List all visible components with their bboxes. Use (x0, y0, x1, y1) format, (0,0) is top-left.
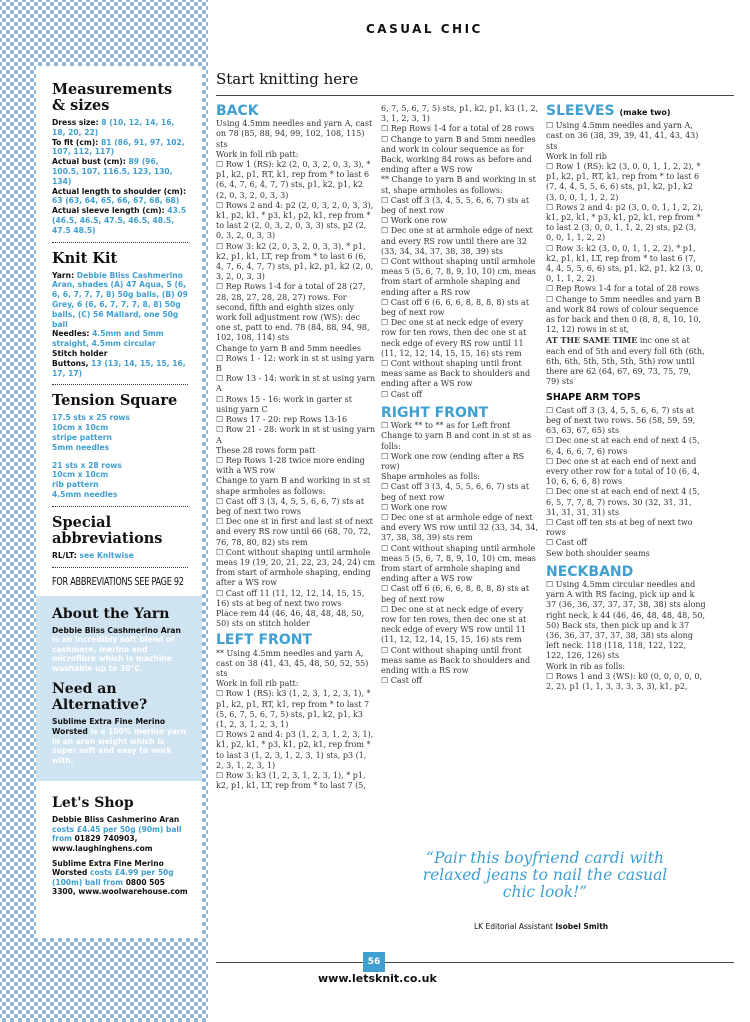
tension-line: stripe pattern (52, 432, 112, 442)
pattern-line: ☐ Rep Rows 1-4 for a total of 28 (27, 28, 28, 27, 28, 28, 27) rows. For second, fifth and eighth sizes only work foll adjustment row (WS): dec one st, patt to end. 78 (84, 88, 94, 98, 102, 108, 114) sts (216, 282, 370, 343)
tension-line: 4.5mm needles (52, 489, 118, 499)
pattern-line: ☐ Work one row (ending after a RS row) (381, 451, 525, 471)
pattern-line: ☐ Rows 2 and 4: p3 (1, 2, 3, 1, 2, 3, 1), k1, p2, k1, * p3, k1, p2, k1, rep from * to last 3 (1, 2, 3, 1, 2, 3, 1) sts, p3 (1, 2, 3, 1, 2, 3, 1) (216, 730, 374, 770)
pattern-line: ☐ Rows 1 and 3 (WS): k0 (0, 0, 0, 0, 0, 2, 2), p1 (1, 1, 3, 3, 3, 3, 3), k1, p2, (546, 671, 703, 691)
pattern-line: ☐ Dec one st at each end of next 4 (5, 6, 4, 6, 6, 7, 6) rows (546, 436, 700, 456)
tension-line: 21 sts x 28 rows (52, 460, 122, 470)
website-link[interactable]: www.letsknit.co.uk (318, 972, 437, 985)
yarn-info-box (36, 596, 202, 782)
pattern-line: ☐ Change to yarn B and 5mm needles and work in colour sequence as for Back, working 84 rows as before and ending after a WS row (381, 134, 536, 175)
buttons-info: Buttons, 13 (13, 14, 15, 15, 16, 17, 17) (52, 358, 186, 378)
tension-line: 10cm x 10cm (52, 470, 109, 480)
pattern-line: ☐ Cast off (546, 538, 587, 548)
tension-line: rib pattern (52, 480, 99, 490)
actual-bust: Actual bust (cm): 89 (96, 100.5, 107, 116.5, 123, 130, 134) (52, 157, 173, 186)
pattern-line: Sew both shoulder seams (546, 548, 650, 558)
pattern-line: ☐ Cont without shaping until front meas same as Back to shoulders and ending after a WS row (381, 359, 531, 389)
pattern-line: Place rem 44 (46, 46, 48, 48, 48, 50, 50) sts on stitch holder (216, 608, 365, 629)
pattern-line: Work in foll rib patt: (216, 149, 299, 159)
pattern-line: ☐ Row 1 (RS): k3 (1, 2, 3, 1, 2, 3, 1), * p1, k2, p1, RT, k1, rep from * to last 7 (5, 6, 7, 5, 6, 7, 5) sts, p1, k2, p1, k3 (1, 2, 3, 1, 2, 3, 1) (216, 689, 371, 729)
holder-info: Stitch holder (52, 348, 108, 358)
pattern-line: Work in rib as folls: (546, 661, 626, 671)
pattern-line: ☐ Dec one st in first and last st of next and every RS row until 66 (68, 70, 72, 76, 78, 80, 82) sts rem (216, 517, 373, 547)
pattern-line: ☐ Cast off ten sts at beg of next two rows (546, 517, 693, 538)
divider (52, 506, 188, 507)
pattern-line: Using 4.5mm needles and yarn A, cast on 78 (85, 88, 94, 99, 102, 108, 115) sts (216, 119, 373, 149)
abbreviations-title: Special abbreviations (52, 513, 163, 547)
tension-line: 5mm needles (52, 442, 110, 452)
pattern-line: ☐ Row 3: k3 (1, 2, 3, 1, 2, 3, 1), * p1, k2, p1, k1, LT, rep from * to last 7 (5, (216, 771, 366, 791)
pattern-line: ☐ Cont without shaping until armhole meas 5 (5, 6, 7, 8, 9, 10, 10) cm, meas from start of armhole shaping and ending after a WS row (381, 543, 536, 584)
neckband-title: NECKBAND (546, 563, 634, 580)
pattern-line: 6, 7, 5, 6, 7, 5) sts, p1, k2, p1, k3 (1, 2, 3, 1, 2, 3, 1) (381, 104, 539, 124)
pattern-line: ** Change to yarn B and working in st st, shape armholes as follows: (381, 175, 536, 195)
about-yarn-title: About the Yarn (52, 605, 170, 622)
right-front-title: RIGHT FRONT (381, 404, 489, 421)
pattern-line: ☐ Row 13 - 14: work in st st using yarn A (216, 374, 376, 394)
pattern-line: These 28 rows form patt (216, 445, 316, 455)
divider (216, 95, 734, 96)
shop-item: Sublime Extra Fine Merino Worsted costs £4.99 per 50g (100m) ball from 0800 505 3300, www.woolwarehouse.com (52, 859, 188, 897)
divider (52, 567, 188, 568)
pattern-line: ☐ Row 1 (RS): k2 (2, 0, 3, 2, 0, 3, 3), * p1, k2, p1, RT, k1, rep from * to last 6 (6, 4, 7, 6, 4, 7, 7) sts, p1, k2, p1, k2 (2, 0, 3, 2, 0, 3, 3) (216, 160, 371, 200)
pattern-line: Change to yarn B and cont in st st as folls: (381, 431, 532, 451)
divider (52, 242, 188, 243)
pattern-line: ☐ Work ** to ** as for Left front (381, 421, 511, 431)
pattern-line: ☐ Work one row (381, 216, 448, 226)
pattern-line: ☐ Cast off 11 (11, 12, 12, 14, 15, 15, 16) sts at beg of next two rows (216, 588, 365, 608)
yarn-info: Yarn: Debbie Bliss Cashmerino Aran, shades (A) 47 Aqua, 5 (6, 6, 6, 7, 7, 7, 8) 50g balls, (B) 09 Grey, 6 (6, 6, 7, 7, 7, 8, 8) 50g balls, (C) 56 Mallard, one 50g ball (52, 270, 188, 329)
divider (52, 384, 188, 385)
shop-link[interactable]: www.woolwarehouse.com (78, 887, 188, 897)
pattern-line: ☐ Cont without shaping until armhole meas 19 (19, 20, 21, 22, 23, 24, 24) cm from start of armhole shaping, ending after a WS row (216, 547, 376, 588)
quote-credit: LK Editorial Assistant Isobel Smith (474, 922, 609, 931)
pattern-line: ☐ Using 4.5mm circular needles and yarn A with RS facing, pick up and k 37 (36, 36, 37, 37, 37, 38, 38) sts along right neck, k 44 (46, 46, 48, 48, 48, 50, 50) Back sts, then pick up and k 37 (36, 36, 37, 37, 37, 38, 38) sts along left neck. 118 (118, 118, 122, 122, 122, 126, 126) sts (546, 579, 706, 661)
pattern-line: ☐ Rows 15 - 16: work in garter st using yarn C (216, 394, 352, 414)
pattern-line: Change to yarn B and working in st st shape armholes as follows: (216, 476, 371, 496)
pattern-line: ☐ Rep Rows 1-28 twice more ending with a WS row (216, 455, 365, 476)
pattern-line: ☐ Dec one st at each end of next and every other row for a total of 10 (6, 4, 10, 6, 6, 6, 8) rows (546, 456, 700, 487)
pattern-line: ☐ Row 3: k2 (2, 0, 3, 2, 0, 3, 3), * p1, k2, p1, k1, LT, rep from * to last 6 (6, 4, 7, 6, 4, 7, 7) sts, p1, k2, p1, k2 (2, 0, 3, 2, 0, 3, 3) (216, 241, 374, 282)
pattern-line: ☐ Using 4.5mm needles and yarn A, cast on 36 (38, 39, 39, 41, 41, 43, 43) sts (546, 121, 699, 151)
sidebar (36, 66, 202, 938)
pattern-line: ☐ Cast off (381, 389, 422, 399)
column-1 (216, 104, 376, 791)
about-yarn-text: Debbie Bliss Cashmerino Aran is an incredibly soft blend of cashmere, merino and microfibre which is machine washable up to 30°C. (52, 625, 181, 673)
start-heading: Start knitting here (216, 70, 359, 88)
pattern-line: ** Using 4.5mm needles and yarn A, cast on 38 (41, 43, 45, 48, 50, 52, 55) sts (216, 648, 369, 678)
alternative-text: Sublime Extra Fine Merino Worsted is a 100% merino yarn in an aran weight which is super soft and easy to work with. (52, 717, 187, 765)
pattern-line: ☐ Cast off 3 (3, 4, 5, 5, 6, 6, 7) sts at beg of next two rows (216, 496, 365, 516)
abbreviation: RL/LT: see Knitwise (52, 550, 134, 560)
pattern-line: ☐ Cast off 3 (3, 4, 5, 5, 6, 6, 7) sts at beg of next two rows. 56 (58, 59, 59, 63, 63, 67, 65) sts (546, 405, 696, 436)
pattern-line: ☐ Cast off 6 (6, 6, 6, 8, 8, 8, 8) sts at beg of next row (381, 297, 530, 318)
pattern-line: ☐ Dec one st at armhole edge of next and every RS row until there are 32 (33, 34, 34, 37, 38, 38, 39) sts (381, 226, 533, 256)
sleeve-length: Actual sleeve length (cm): 43.5 (46.5, 46.5, 47.5, 46.5, 48.5, 47.5 48.5) (52, 206, 187, 235)
pattern-line: Work in foll rib (546, 151, 607, 161)
pattern-line: Work in foll rib patt: (216, 679, 299, 689)
pattern-line: ☐ Cast off 6 (6, 6, 6, 8, 8, 8, 8) sts at beg of next row (381, 584, 530, 604)
pattern-line: ☐ Change to 5mm needles and yarn B and work 84 rows of colour sequence as for back and then 0 (8, 8, 8, 10, 10, 12, 12) rows in st st, (546, 294, 701, 335)
left-front-title: LEFT FRONT (216, 632, 312, 649)
shape-arm-title: SHAPE ARM TOPS (546, 392, 641, 404)
pattern-line: ☐ Cast off (381, 676, 422, 686)
tension-line: 10cm x 10cm (52, 423, 109, 433)
pattern-line: ☐ Work one row (381, 502, 448, 512)
knit-kit-title: Knit Kit (52, 249, 118, 267)
column-3 (546, 104, 706, 692)
section-title: CASUAL CHIC (366, 22, 483, 36)
sleeves-title: SLEEVES (make two) (546, 103, 671, 119)
to-fit: To fit (cm): 81 (86, 91, 97, 102, 107, 112, 117) (52, 137, 185, 157)
pattern-line: ☐ Dec one st at neck edge of every row for ten rows, then dec one st at neck edge of every RS row until 11 (11, 12, 12, 14, 15, 15, 16) sts rem (381, 318, 527, 358)
tension-title: Tension Square (52, 392, 178, 410)
pattern-line: ☐ Rep Rows 1-4 for a total of 28 rows (381, 124, 535, 134)
alternative-title: Need an Alternative? (52, 681, 148, 714)
pattern-line: ☐ Row 21 - 28: work in st st using yarn A (216, 425, 376, 445)
pattern-line: ☐ Dec one st at armhole edge of next and every WS row until 32 (33, 34, 34, 37, 38, 38, 39) sts rem (381, 512, 539, 543)
abbreviations-banner: FOR ABBREVIATIONS SEE PAGE 92 (52, 575, 184, 588)
actual-length: Actual length to shoulder (cm): 63 (63, 64, 65, 66, 67, 68, 68) (52, 186, 187, 206)
pattern-line: ☐ Row 3: k2 (3, 0, 0, 1, 1, 2, 2), * p1, k2, p1, k1, LT, rep from * to last 6 (7, 4, 4, 5, 5, 6, 6) sts, p1, k2, p1, k2 (3, 0, 0, 1, 1, 2, 2) (546, 243, 704, 284)
page-number: 56 (363, 952, 385, 972)
footer-divider (216, 962, 734, 963)
measurements-title: Measurements & sizes (52, 81, 173, 114)
pattern-line: ☐ Dec one st at neck edge of every row for ten rows, then dec one st at neck edge of every WS row until 11 (11, 12, 12, 14, 15, 15, 16) sts rem (381, 604, 527, 645)
pattern-line: ☐ Cast off 3 (3, 4, 5, 5, 6, 6, 7) sts at beg of next row (381, 482, 530, 502)
pattern-line: ☐ Cont without shaping until armhole meas 5 (5, 6, 7, 8, 9, 10, 10) cm, meas from start of armhole shaping and ending after a RS row (381, 257, 536, 297)
pattern-line: ☐ Dec one st at each end of next 4 (5, 6, 5, 7, 7, 8, 7) rows. 30 (32, 31, 31, 31, 31, 31, 31) sts (546, 487, 700, 517)
pattern-line: ☐ Rep Rows 1-4 for a total of 28 rows (546, 284, 700, 294)
pattern-line: ☐ Rows 1 - 12: work in st st using yarn B (216, 353, 375, 374)
pattern-line: Change to yarn B and 5mm needles (216, 343, 361, 353)
shop-title: Let's Shop (52, 795, 134, 812)
dress-size: Dress size: 8 (10, 12, 14, 16, 18, 20, 22) (52, 118, 175, 137)
pattern-line: ☐ Rows 2 and 4: p2 (2, 0, 3, 2, 0, 3, 3), k1, p2, k1, * p3, k1, p2, k1, rep from * to last 2 (2, 0, 3, 2, 0, 3, 3) sts, p2 (2, 0, 3, 2, 0, 3, 3) (216, 200, 374, 241)
pattern-line: AT THE SAME TIME inc one st at each end of 5th and every foll 6th (6th, 6th, 6th, 5th, 5th, 5th, 5th) row until there are 62 (64, 67, 69, 73, 75, 79, 79) sts (546, 335, 705, 387)
tension-line: 17.5 sts x 25 rows (52, 413, 130, 423)
pull-quote: “Pair this boyfriend cardi with relaxed jeans to nail the casual chic look!” (422, 849, 668, 901)
needles-info: Needles: 4.5mm and 5mm straight, 4.5mm circular (52, 329, 164, 349)
shop-item: Debbie Bliss Cashmerino Aran costs £4.45 per 50g (90m) ball from 01829 740903, www.laughinghens.com (52, 815, 182, 853)
pattern-line: ☐ Cast off 3 (3, 4, 5, 5, 6, 6, 7) sts at beg of next row (381, 195, 530, 216)
pattern-line: ☐ Row 1 (RS): k2 (3, 0, 0, 1, 1, 2, 2), * p1, k2, p1, RT, k1, rep from * to last 6 (7, 4, 4, 5, 5, 6, 6) sts, p1, k2, p1, k2 (3, 0, 0, 1, 1, 2, 2) (546, 162, 701, 202)
pattern-line: ☐ Rows 2 and 4: p2 (3, 0, 0, 1, 1, 2, 2), k1, p2, k1, * p3, k1, p2, k1, rep from * to last 2 (3, 0, 0, 1, 1, 2, 2) sts, p2 (3, 0, 0, 1, 1, 2, 2) (546, 202, 704, 243)
pattern-line: Shape armholes as folls: (381, 472, 481, 482)
column-2 (381, 104, 541, 686)
shop-section (52, 795, 188, 896)
back-title: BACK (216, 103, 259, 119)
shop-link[interactable]: www.laughinghens.com (52, 843, 153, 853)
pattern-line: ☐ Cont without shaping until front meas same as Back to shoulders and ending with a RS row (381, 645, 531, 675)
pattern-line: ☐ Rows 17 - 20: rep Rows 13-16 (216, 415, 348, 425)
